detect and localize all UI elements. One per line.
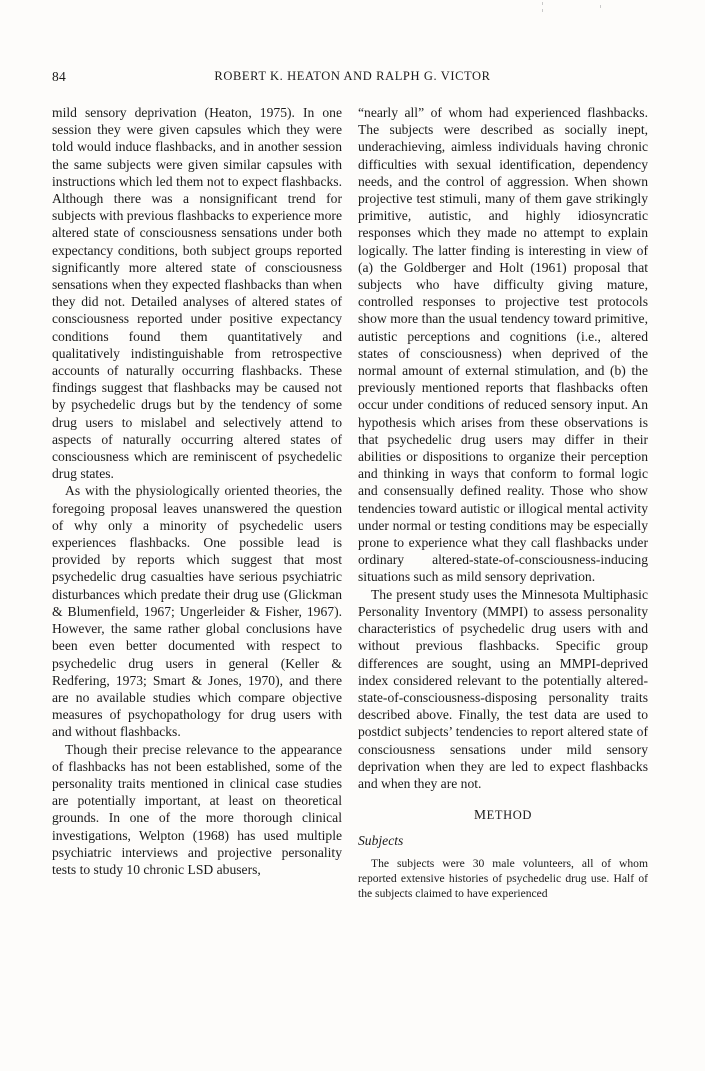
subheading: Subjects xyxy=(358,833,404,849)
scan-marks xyxy=(530,2,630,16)
page-number: 84 xyxy=(52,69,66,84)
section-heading-rest: ETHOD xyxy=(486,808,532,823)
section-heading xyxy=(358,806,648,824)
paragraph: Though their precise relevance to the appearance of flashbacks has not been established, some of the personality traits mentioned in clinical case studies are potentially important, at least on theoretical grounds. In one of the more thorough clinical investigations, Welpton (1968) has used multiple psychiatric interviews and projective personality tests to study 10 chronic LSD abusers, xyxy=(52,741,342,877)
method-text-block xyxy=(358,856,648,902)
left-column xyxy=(52,104,342,878)
paragraph: mild sensory deprivation (Heaton, 1975). In one session they were given capsules which they were told would induce flashbacks, and in another session the same subjects were given similar capsules with instructions which led them not to expect flashbacks. Although there was a nonsignificant trend for subjects with previous flashbacks to experience more altered state of consciousness sensations under both expectancy conditions, both subject groups reported significantly more altered state of consciousness sensations when they expected flashbacks than when they did not. Detailed analyses of altered states of consciousness reported under positive expectancy conditions found them quantitatively and qualitatively indistinguishable from retrospective accounts of naturally occurring flashbacks. These findings suggest that flashbacks may be caused not by psychedelic drugs but by the tendency of some drug users to mislabel and selectively attend to aspects of naturally occurring altered states of consciousness which are reminiscent of psychedelic drug states. xyxy=(52,105,342,482)
right-column xyxy=(358,104,648,901)
paragraph: The present study uses the Minnesota Multiphasic Personality Inventory (MMPI) to assess personality characteristics of psychedelic drug users with and without previous flashbacks. Specific group differences are sought, using an MMPI-deprived index considered relevant to the potentially altered-state-of-consciousness-disposing personality traits described above. Finally, the test data are used to postdict subjects’ tendencies to report altered state of consciousness sensations under mild sensory deprivation when they are led to expect flashbacks and when they are not. xyxy=(358,586,648,791)
running-head: ROBERT K. HEATON AND RALPH G. VICTOR xyxy=(214,69,491,83)
section-heading-initial: M xyxy=(474,807,487,823)
paragraph: As with the physiologically oriented theories, the foregoing proposal leaves unanswered the question of why only a minority of psychedelic users experiences flashbacks. One possible lead is provided by reports which suggest that most psychedelic drug casualties have serious psychiatric disturbances which predate their drug use (Glickman & Blumenfield, 1967; Ungerleider & Fisher, 1967). However, the same rather global conclusions have been even better documented with respect to psychedelic drug users in general (Keller & Redfering, 1973; Smart & Jones, 1970), and there are no available studies which compare objective measures of psychopathology for drug users with and without flashbacks. xyxy=(52,483,342,740)
paragraph: “nearly all” of whom had experienced flashbacks. The subjects were described as socially inept, underachieving, aimless individuals having chronic difficulties with sexual identification, dependency needs, and the control of aggression. When shown projective test stimuli, many of them gave strikingly primitive, autistic, and highly idiosyncratic responses which they made no attempt to explain logically. The latter finding is interesting in view of (a) the Goldberger and Holt (1961) proposal that subjects who have difficulty giving mature, controlled responses to projective test protocols show more than the usual tendency toward primitive, autistic perceptions and cognitions (i.e., altered states of consciousness) when deprived of the normal amount of external stimulation, and (b) the previously mentioned reports that flashbacks often occur under conditions of reduced sensory input. An hypothesis which arises from these observations is that psychedelic drug users may differ in their abilities or dispositions to organize their perception and thinking in ways that conform to formal logic and consensually defined reality. Those who show tendencies toward autistic or illogical mental activity under normal or testing conditions may be especially prone to experience what they call flashbacks under ordinary altered-state-of-consciousness-inducing situations such as mild sensory deprivation. xyxy=(358,105,648,585)
method-paragraph: The subjects were 30 male volunteers, all of whom reported extensive histories of psychedelic drug use. Half of the subjects claimed to have experienced xyxy=(358,856,648,900)
